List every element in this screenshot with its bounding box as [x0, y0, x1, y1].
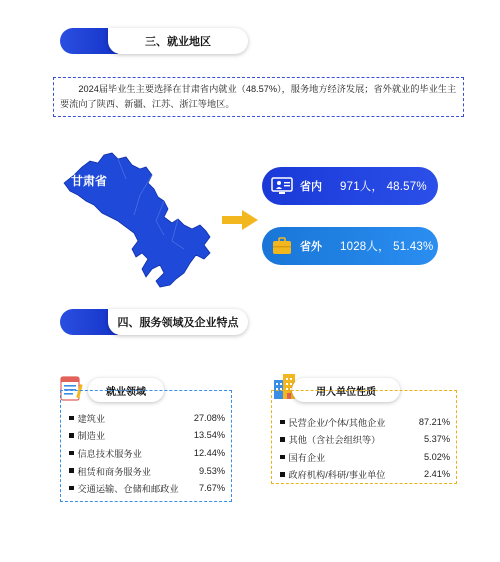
list-item: 信息技术服务业 12.44% — [69, 444, 225, 462]
list-item: 政府机构/科研/事业单位 2.41% — [280, 466, 450, 484]
unit-card — [271, 390, 457, 484]
stat-region: 省外 — [300, 241, 322, 253]
stat-in-province — [262, 167, 438, 205]
briefcase-icon — [270, 236, 294, 256]
section-title: 三、就业地区 — [108, 28, 248, 54]
field-card-title: 就业领域 — [88, 378, 164, 402]
list-item: 建筑业 27.08% — [69, 409, 225, 427]
section-header-service-fields — [60, 309, 248, 335]
arrow-right-icon — [222, 210, 258, 230]
intro-text: 2024届毕业生主要选择在甘肃省内就业（48.57%），服务地方经济发展；省外就业的毕业生主要流向了陕西、新疆、江苏、浙江等地区。 — [60, 84, 457, 109]
section-title: 四、服务领域及企业特点 — [108, 309, 248, 335]
list-item: 租赁和商务服务业 9.53% — [69, 462, 225, 480]
stat-region: 省内 — [300, 181, 322, 193]
stat-out-province — [262, 227, 438, 265]
field-card — [60, 390, 232, 502]
stat-value: 1028人， 51.43% — [340, 241, 434, 253]
list-item: 制造业 13.54% — [69, 427, 225, 445]
list-item: 国有企业 5.02% — [280, 448, 450, 466]
list-item: 交通运输、仓储和邮政业 7.67% — [69, 479, 225, 497]
gansu-map-icon — [60, 145, 240, 295]
stat-value: 971人， 48.57% — [340, 181, 427, 193]
intro-paragraph-box — [53, 77, 464, 117]
list-item: 其他（含社会组织等） 5.37% — [280, 431, 450, 449]
map-label: 甘肃省 — [71, 174, 108, 188]
section-header-employment-region — [60, 28, 248, 54]
unit-card-title: 用人单位性质 — [292, 378, 400, 402]
monitor-person-icon — [270, 176, 294, 196]
list-item: 民营企业/个体/其他企业 87.21% — [280, 413, 450, 431]
